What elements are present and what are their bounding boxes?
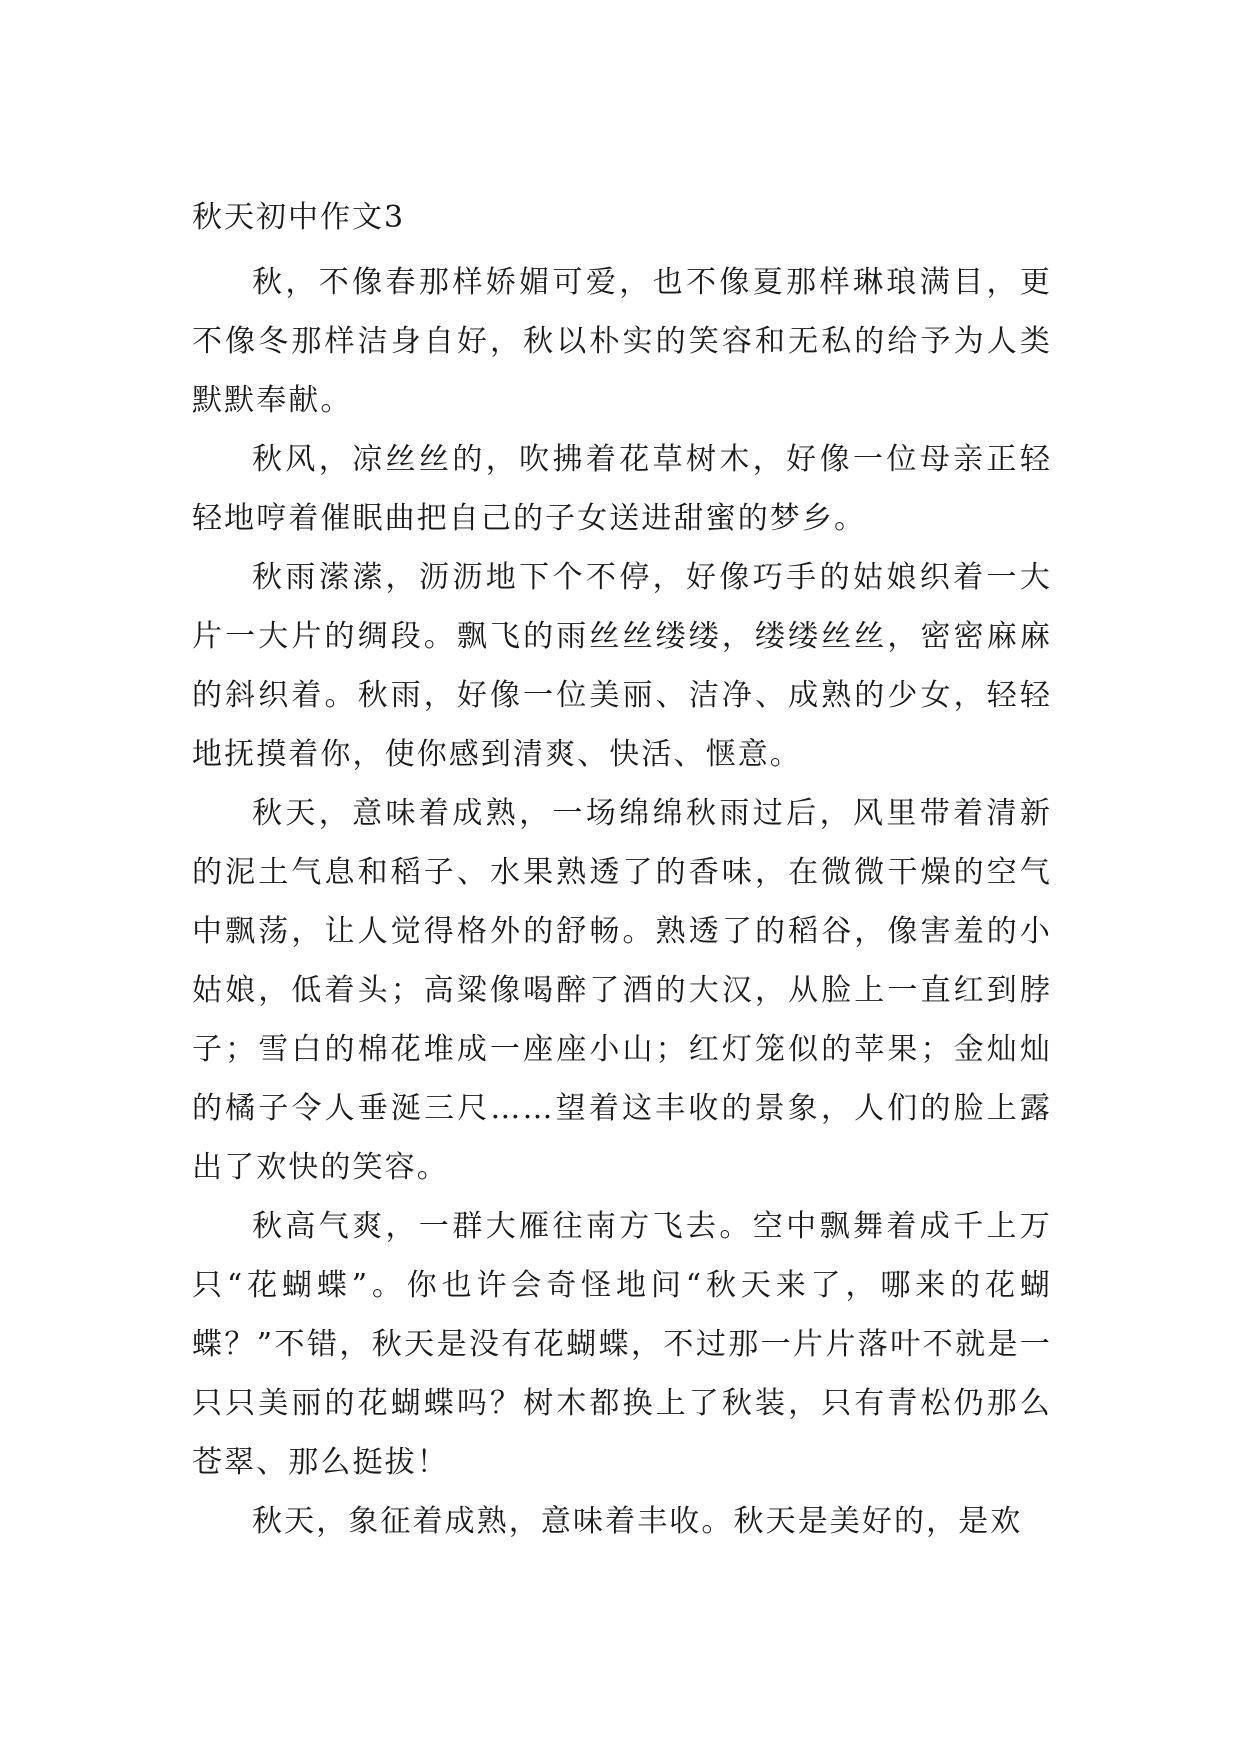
- paragraph-conclusion: 秋天，象征着成熟，意味着丰收。秋天是美好的，是欢: [252, 1504, 1023, 1539]
- document-page: [192, 196, 1052, 1551]
- paragraph-autumn-rain: 秋雨潆潆，沥沥地下个不停，好像巧手的姑娘织着一大片一大片的绸段。飘飞的雨丝丝缕缕，缕缕丝丝，密密麻麻的斜织着。秋雨，好像一位美丽、洁净、成熟的少女，轻轻地抚摸着你，使你感到清爽、快活、惬意。: [192, 560, 1052, 772]
- paragraph-harvest: 秋天，意味着成熟，一场绵绵秋雨过后，风里带着清新的泥土气息和稻子、水果熟透了的香味，在微微干燥的空气中飘荡，让人觉得格外的舒畅。熟透了的稻谷，像害羞的小姑娘，低着头；高粱像喝醉了酒的大汉，从脸上一直红到脖子；雪白的棉花堆成一座座小山；红灯笼似的苹果；金灿灿的橘子令人垂涎三尺……望着这丰收的景象，人们的脸上露出了欢快的笑容。: [192, 796, 1052, 1185]
- paragraph-falling-leaves: 秋高气爽，一群大雁往南方飞去。空中飘舞着成千上万只“花蝴蝶”。你也许会奇怪地问“秋天来了，哪来的花蝴蝶？”不错，秋天是没有花蝴蝶，不过那一片片落叶不就是一只只美丽的花蝴蝶吗？树木都换上了秋装，只有青松仍那么苍翠、那么挺拔！: [192, 1209, 1052, 1480]
- paragraph-intro: 秋，不像春那样娇媚可爱，也不像夏那样琳琅满目，更不像冬那样洁身自好，秋以朴实的笑容和无私的给予为人类默默奉献。: [192, 265, 1052, 418]
- paragraph-autumn-wind: 秋风，凉丝丝的，吹拂着花草树木，好像一位母亲正轻轻地哼着催眠曲把自己的子女送进甜蜜的梦乡。: [192, 442, 1052, 536]
- document-title: 秋天初中作文3: [192, 200, 406, 235]
